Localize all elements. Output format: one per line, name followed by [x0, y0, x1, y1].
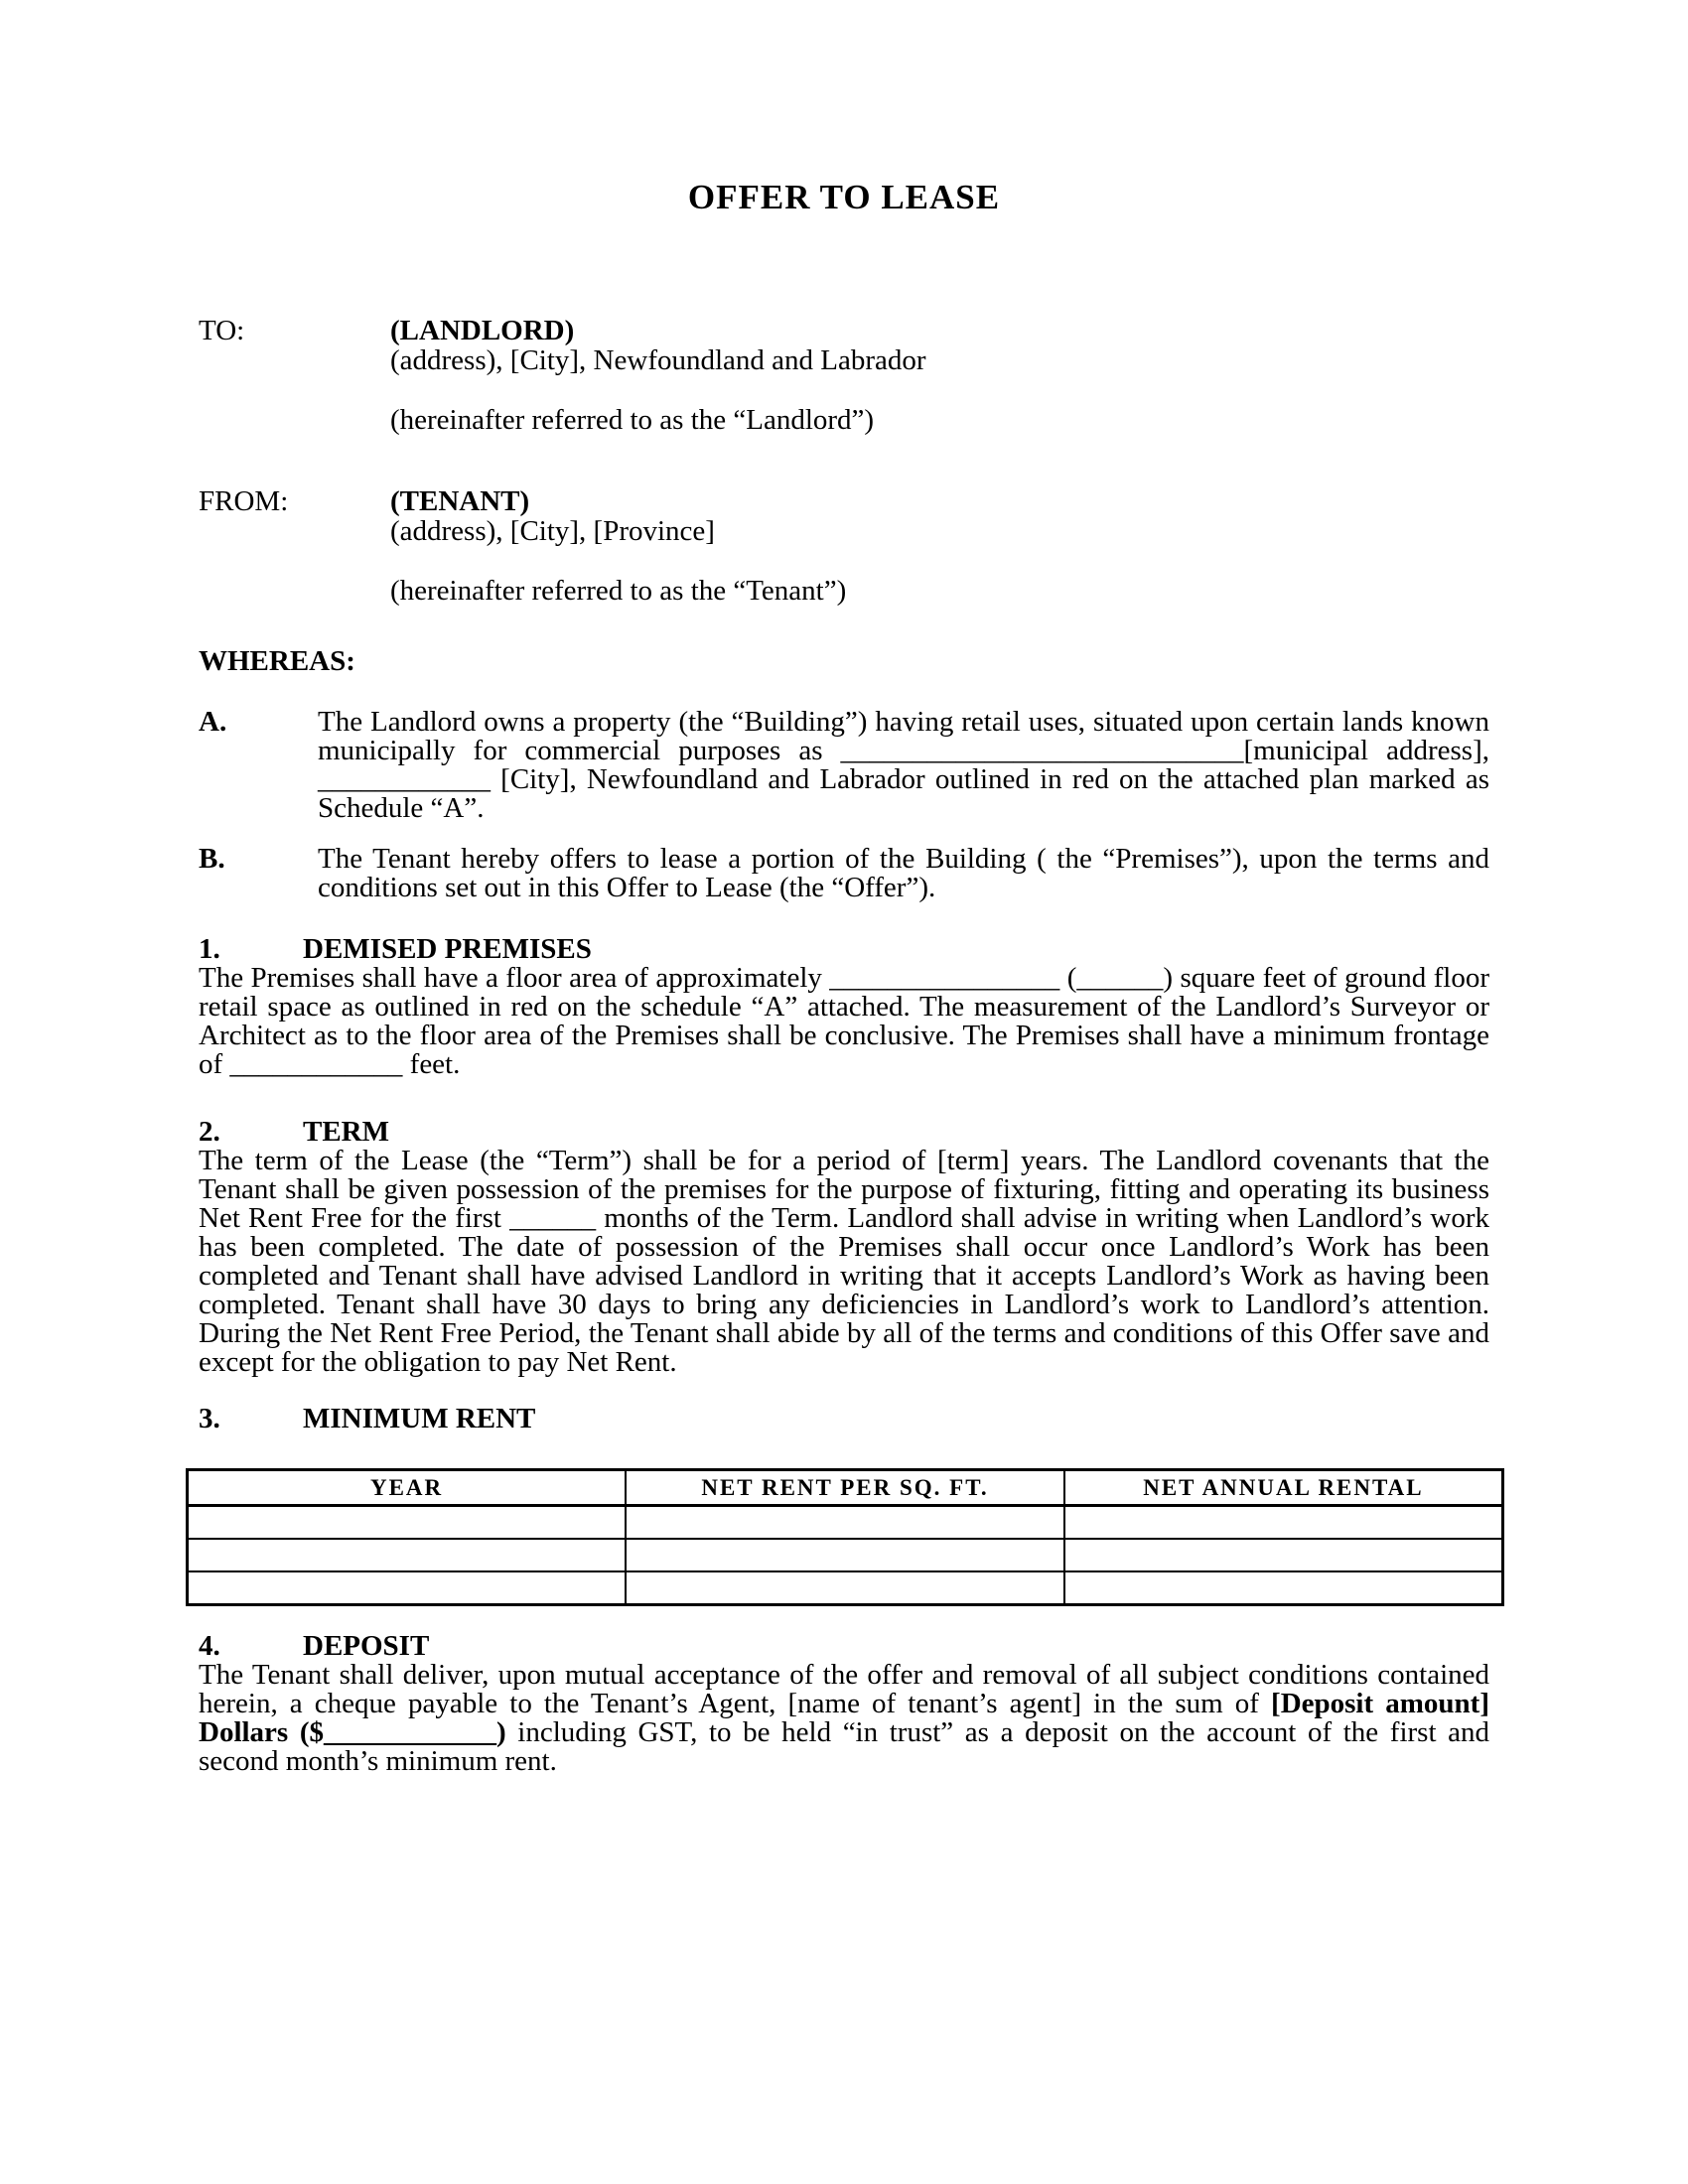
section-4-number: 4. [199, 1630, 220, 1662]
table-header-net-rent-per-sqft: NET RENT PER SQ. FT. [626, 1470, 1064, 1506]
page-title: OFFER TO LEASE [687, 178, 1001, 216]
party-block-tenant [199, 486, 1489, 606]
section-1-number: 1. [199, 933, 220, 965]
tenant-name: (TENANT) [390, 485, 530, 517]
table-row [188, 1506, 1503, 1540]
table-cell [188, 1571, 627, 1605]
section-1-paragraph: The Premises shall have a floor area of approximately ________________ (______) square feet of ground floor retail space as outlined in red on the schedule “A” attached. The measurement of the Landlord’s Surveyor or Architect as to the floor area of the Premises shall be conclusive. The Premises shall have a minimum frontage of ____________ feet. [199, 962, 1489, 1080]
deposit-amount-bold-text: [Deposit amount] Dollars ($____________) [199, 1688, 1489, 1748]
tenant-address: (address), [City], [Province] [390, 515, 715, 547]
recital-b [199, 845, 1489, 902]
landlord-name: (LANDLORD) [390, 315, 575, 346]
tenant-reference: (hereinafter referred to as the “Tenant”) [390, 575, 847, 607]
section-1-title: DEMISED PREMISES [303, 933, 592, 965]
section-4-paragraph [199, 1661, 1489, 1776]
section-3-number: 3. [199, 1403, 220, 1434]
from-label: FROM: [199, 485, 289, 517]
table-cell [626, 1571, 1064, 1605]
section-2-heading [199, 1118, 1489, 1147]
section-3-title: MINIMUM RENT [303, 1403, 536, 1434]
party-block-landlord [199, 316, 1489, 435]
table-cell [188, 1506, 627, 1540]
table-row [188, 1539, 1503, 1571]
tenant-details [390, 486, 1489, 606]
table-cell [1064, 1539, 1503, 1571]
landlord-reference: (hereinafter referred to as the “Landlord”) [390, 404, 875, 436]
table-cell [626, 1506, 1064, 1540]
spacer [390, 375, 1489, 405]
recital-a-text: The Landlord owns a property (the “Building”) having retail uses, situated upon certain lands known municipally for commercial purposes as ____________________________[municipal address], ____________ [City], Newfoundland and Labrador outlined in red on the attached plan marked as Schedule “A”. [318, 706, 1489, 824]
table-cell [1064, 1506, 1503, 1540]
landlord-address: (address), [City], Newfoundland and Labrador [390, 344, 926, 376]
recital-b-text: The Tenant hereby offers to lease a portion of the Building ( the “Premises”), upon the terms and conditions set out in this Offer to Lease (the “Offer”). [318, 843, 1489, 903]
table-header-year: YEAR [188, 1470, 627, 1506]
recital-b-label: B. [199, 843, 225, 875]
section-4-title: DEPOSIT [303, 1630, 430, 1662]
table-cell [626, 1539, 1064, 1571]
to-label: TO: [199, 315, 245, 346]
deposit-text-after: including GST, to be held “in trust” as a deposit on the account of the first and second month’s minimum rent. [199, 1716, 1489, 1777]
table-header-row [188, 1470, 1503, 1506]
section-4-heading [199, 1632, 1489, 1661]
recital-a-label: A. [199, 706, 227, 738]
deposit-text-before: The Tenant shall deliver, upon mutual acceptance of the offer and removal of all subject conditions contained herein, a cheque payable to the Tenant’s Agent, [name of tenant’s agent] in the sum of [199, 1659, 1489, 1719]
table-cell [188, 1539, 627, 1571]
section-2-number: 2. [199, 1116, 220, 1148]
section-2-paragraph: The term of the Lease (the “Term”) shall be for a period of [term] years. The Landlord covenants that the Tenant shall be given possession of the premises for the purpose of fixturing, fitting and operating its business Net Rent Free for the first ______ months of the Term. Landlord shall advise in writing when Landlord’s work has been completed. The date of possession of the Premises shall occur once Landlord’s Work has been completed and Tenant shall have advised Landlord in writing that it accepts Landlord’s Work as having been completed. Tenant shall have 30 days to bring any deficiencies in Landlord’s work to Landlord’s attention. During the Net Rent Free Period, the Tenant shall abide by all of the terms and conditions of this Offer save and except for the obligation to pay Net Rent. [199, 1145, 1489, 1378]
whereas-heading: WHEREAS: [199, 645, 355, 677]
section-2-title: TERM [303, 1116, 389, 1148]
minimum-rent-table [186, 1468, 1504, 1606]
table-cell [1064, 1571, 1503, 1605]
table-header-net-annual-rental: NET ANNUAL RENTAL [1064, 1470, 1503, 1506]
table-row [188, 1571, 1503, 1605]
section-1-heading [199, 935, 1489, 964]
spacer [390, 546, 1489, 576]
section-3-heading [199, 1405, 1489, 1433]
landlord-details [390, 316, 1489, 435]
recital-a [199, 708, 1489, 823]
